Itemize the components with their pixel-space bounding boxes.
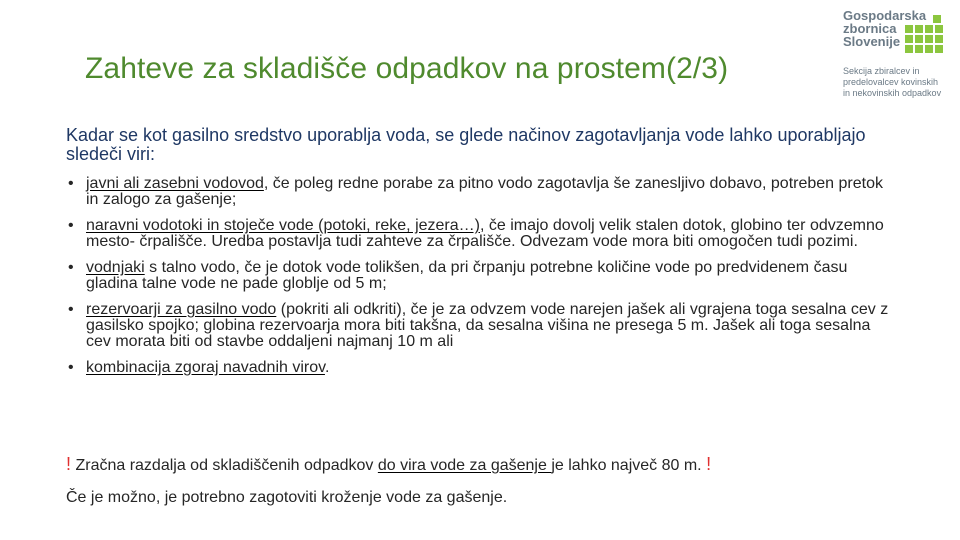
list-item-key: vodnjaki: [86, 259, 145, 276]
list-item: [66, 260, 896, 292]
logo-name: [843, 8, 927, 49]
note-text: Zračna razdalja od skladiščenih odpadkov: [71, 457, 378, 474]
logo-subtitle: [843, 66, 953, 99]
bullet-marker: •: [68, 259, 74, 276]
note-line-1: [66, 448, 711, 482]
list-item: [66, 176, 896, 208]
list-item-key: naravni vodotoki in stoječe vode (potoki, reke, jezera…): [86, 217, 480, 234]
gzs-logo: [843, 9, 953, 99]
list-item-key: javni ali zasebni vodovod: [86, 175, 264, 192]
logo-name-line: zbornica: [843, 21, 897, 36]
logo-sub-line: predelovalcev kovinskih: [843, 77, 939, 87]
note-line-2: Če je možno, je potrebno zagotoviti kroženje vode za gašenje.: [66, 489, 508, 506]
note-key: do vira vode za gašenje: [377, 457, 552, 474]
warning-mark: !: [66, 454, 72, 474]
logo-name-line: Slovenije: [843, 34, 901, 49]
logo-sub-line: Sekcija zbiralcev in: [843, 66, 920, 76]
list-item: [66, 360, 896, 376]
bullet-marker: •: [68, 359, 74, 376]
bullet-marker: •: [68, 301, 74, 318]
list-item: [66, 218, 896, 250]
bullet-marker: •: [68, 175, 74, 192]
water-source-list: [66, 176, 896, 386]
list-item-key: kombinacija zgoraj navadnih virov: [86, 359, 325, 376]
list-item-text: .: [324, 359, 330, 376]
logo-sub-line: in nekovinskih odpadkov: [843, 88, 942, 98]
list-item: [66, 302, 896, 350]
distance-note: [66, 448, 711, 514]
note-text: je lahko največ 80 m.: [551, 457, 707, 474]
list-item-text: , če imajo dovolj velik stalen dotok, globino ter odvzemno mesto- črpališče. Uredba postavlja tudi zahteve za črpališče. Odvezam vode mora biti omogočen tudi pozimi.: [86, 217, 884, 250]
logo-name-line: Gospodarska: [843, 8, 927, 23]
list-item-text: s talno vodo, če je dotok vode tolikšen, da pri črpanju potrebne količine vode po predvidenem času gladina talne vode ne pade globlje od 5 m;: [86, 259, 848, 292]
list-item-text: , če poleg redne porabe za pitno vodo zagotavlja še zanesljivo dobavo, potreben pretok in zalogo za gašenje;: [86, 175, 883, 208]
logo-grid-icon: [905, 15, 945, 53]
list-item-text: (pokriti ali odkriti), če je za odvzem vode narejen jašek ali vgrajena toga sesalna cev z gasilsko spojko; globina rezervoarja mora biti takšna, da sesalna višina ne presega 5 m. Jašek ali toga sesalna cev morata biti od stavbe oddaljeni najmanj 10 m ali: [86, 301, 889, 350]
bullet-marker: •: [68, 217, 74, 234]
list-item-key: rezervoarji za gasilno vodo: [86, 301, 277, 318]
warning-mark: !: [706, 454, 712, 474]
slide-title: Zahteve za skladišče odpadkov na prostem(2/3): [85, 52, 729, 85]
lead-paragraph: Kadar se kot gasilno sredstvo uporablja voda, se glede načinov zagotavljanja vode lahko uporabljajo sledeči viri:: [66, 125, 866, 164]
